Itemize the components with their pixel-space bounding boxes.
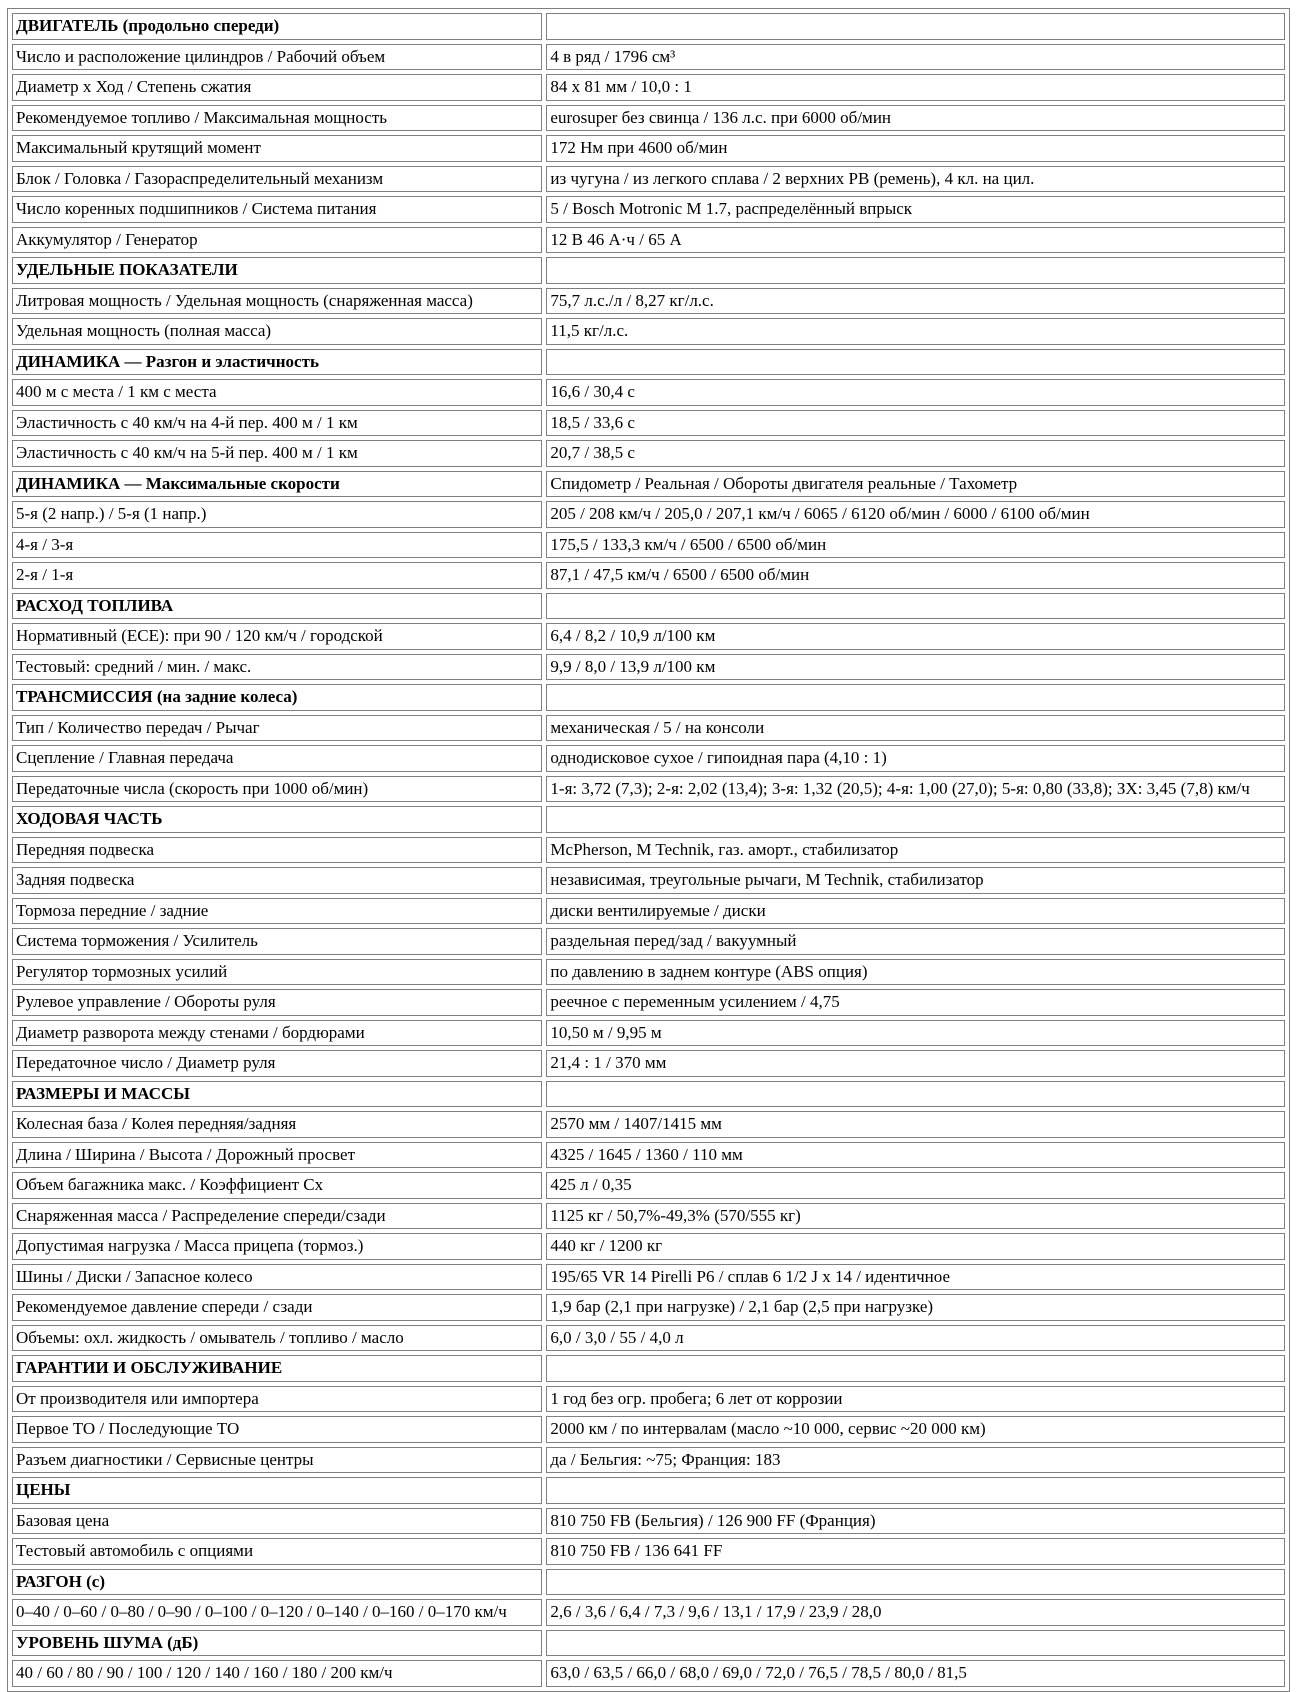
spec-value: независимая, треугольные рычаги, M Technik, стабилизатор bbox=[546, 867, 1285, 894]
spec-label: 4-я / 3-я bbox=[12, 532, 542, 559]
spec-value: 6,4 / 8,2 / 10,9 л/100 км bbox=[546, 623, 1285, 650]
spec-value: 10,50 м / 9,95 м bbox=[546, 1020, 1285, 1047]
spec-label: Передаточное число / Диаметр руля bbox=[12, 1050, 542, 1077]
spec-label: Рулевое управление / Обороты руля bbox=[12, 989, 542, 1016]
table-row bbox=[12, 989, 1285, 1016]
spec-value: однодисковое сухое / гипоидная пара (4,10 : 1) bbox=[546, 745, 1285, 772]
spec-value: да / Бельгия: ~75; Франция: 183 bbox=[546, 1447, 1285, 1474]
table-row bbox=[12, 227, 1285, 254]
spec-value: 5 / Bosch Motronic M 1.7, распределённый впрыск bbox=[546, 196, 1285, 223]
spec-value: 1 год без огр. пробега; 6 лет от коррозии bbox=[546, 1386, 1285, 1413]
spec-value: 16,6 / 30,4 с bbox=[546, 379, 1285, 406]
section-title: РАСХОД ТОПЛИВА bbox=[12, 593, 542, 620]
table-row bbox=[12, 1325, 1285, 1352]
spec-label: От производителя или импортера bbox=[12, 1386, 542, 1413]
table-row bbox=[12, 1142, 1285, 1169]
section-title: ТРАНСМИССИЯ (на задние колеса) bbox=[12, 684, 542, 711]
spec-value: 440 кг / 1200 кг bbox=[546, 1233, 1285, 1260]
section-value bbox=[546, 13, 1285, 40]
spec-label: Рекомендуемое топливо / Максимальная мощность bbox=[12, 105, 542, 132]
table-row bbox=[12, 1660, 1285, 1687]
spec-value: 2570 мм / 1407/1415 мм bbox=[546, 1111, 1285, 1138]
table-row bbox=[12, 44, 1285, 71]
spec-value: раздельная перед/зад / вакуумный bbox=[546, 928, 1285, 955]
spec-value: 195/65 VR 14 Pirelli P6 / сплав 6 1/2 J x 14 / идентичное bbox=[546, 1264, 1285, 1291]
spec-label: Эластичность с 40 км/ч на 4-й пер. 400 м / 1 км bbox=[12, 410, 542, 437]
spec-value: по давлению в заднем контуре (ABS опция) bbox=[546, 959, 1285, 986]
spec-value: реечное с переменным усилением / 4,75 bbox=[546, 989, 1285, 1016]
spec-value: 175,5 / 133,3 км/ч / 6500 / 6500 об/мин bbox=[546, 532, 1285, 559]
spec-value: 12 В 46 А·ч / 65 А bbox=[546, 227, 1285, 254]
spec-value: 75,7 л.с./л / 8,27 кг/л.с. bbox=[546, 288, 1285, 315]
table-row bbox=[12, 837, 1285, 864]
spec-label: Сцепление / Главная передача bbox=[12, 745, 542, 772]
spec-label: Снаряженная масса / Распределение спереди/сзади bbox=[12, 1203, 542, 1230]
section-value bbox=[546, 1630, 1285, 1657]
table-row bbox=[12, 1416, 1285, 1443]
table-row bbox=[12, 532, 1285, 559]
spec-label: 400 м с места / 1 км с места bbox=[12, 379, 542, 406]
spec-label: Число коренных подшипников / Система питания bbox=[12, 196, 542, 223]
spec-label: Рекомендуемое давление спереди / сзади bbox=[12, 1294, 542, 1321]
spec-label: Диаметр разворота между стенами / бордюрами bbox=[12, 1020, 542, 1047]
table-row bbox=[12, 318, 1285, 345]
section-title: УДЕЛЬНЫЕ ПОКАЗАТЕЛИ bbox=[12, 257, 542, 284]
section-header-row bbox=[12, 1477, 1285, 1504]
section-header-row bbox=[12, 1569, 1285, 1596]
spec-label: Тормоза передние / задние bbox=[12, 898, 542, 925]
table-row bbox=[12, 1447, 1285, 1474]
table-row bbox=[12, 501, 1285, 528]
section-header-row bbox=[12, 1081, 1285, 1108]
spec-table-container bbox=[7, 8, 1290, 1692]
table-row bbox=[12, 379, 1285, 406]
table-row bbox=[12, 135, 1285, 162]
section-value bbox=[546, 806, 1285, 833]
spec-label: Колесная база / Колея передняя/задняя bbox=[12, 1111, 542, 1138]
section-value bbox=[546, 684, 1285, 711]
table-row bbox=[12, 1538, 1285, 1565]
spec-value: 1,9 бар (2,1 при нагрузке) / 2,1 бар (2,5 при нагрузке) bbox=[546, 1294, 1285, 1321]
spec-value: 18,5 / 33,6 с bbox=[546, 410, 1285, 437]
section-value bbox=[546, 1355, 1285, 1382]
spec-label: Удельная мощность (полная масса) bbox=[12, 318, 542, 345]
spec-label: Число и расположение цилиндров / Рабочий объем bbox=[12, 44, 542, 71]
section-value bbox=[546, 349, 1285, 376]
section-value bbox=[546, 1081, 1285, 1108]
spec-value: диски вентилируемые / диски bbox=[546, 898, 1285, 925]
spec-label: Нормативный (ECE): при 90 / 120 км/ч / городской bbox=[12, 623, 542, 650]
spec-value: eurosuper без свинца / 136 л.с. при 6000 об/мин bbox=[546, 105, 1285, 132]
spec-label: Система торможения / Усилитель bbox=[12, 928, 542, 955]
spec-value: 810 750 FB (Бельгия) / 126 900 FF (Франция) bbox=[546, 1508, 1285, 1535]
spec-label: Эластичность с 40 км/ч на 5-й пер. 400 м / 1 км bbox=[12, 440, 542, 467]
spec-label: 2-я / 1-я bbox=[12, 562, 542, 589]
section-value bbox=[546, 593, 1285, 620]
table-row bbox=[12, 196, 1285, 223]
specifications-table-body bbox=[12, 13, 1285, 1687]
table-row bbox=[12, 1599, 1285, 1626]
table-row bbox=[12, 1111, 1285, 1138]
table-row bbox=[12, 745, 1285, 772]
spec-label: 40 / 60 / 80 / 90 / 100 / 120 / 140 / 160 / 180 / 200 км/ч bbox=[12, 1660, 542, 1687]
spec-label: Передняя подвеска bbox=[12, 837, 542, 864]
spec-value: 84 x 81 мм / 10,0 : 1 bbox=[546, 74, 1285, 101]
table-row bbox=[12, 1386, 1285, 1413]
spec-value: из чугуна / из легкого сплава / 2 верхних РВ (ремень), 4 кл. на цил. bbox=[546, 166, 1285, 193]
section-header-row bbox=[12, 349, 1285, 376]
specifications-table bbox=[7, 8, 1290, 1692]
spec-label: Тестовый автомобиль с опциями bbox=[12, 1538, 542, 1565]
spec-label: Объемы: охл. жидкость / омыватель / топливо / масло bbox=[12, 1325, 542, 1352]
section-title: ДИНАМИКА — Максимальные скорости bbox=[12, 471, 542, 498]
table-row bbox=[12, 1172, 1285, 1199]
spec-label: Тестовый: средний / мин. / макс. bbox=[12, 654, 542, 681]
spec-value: McPherson, M Technik, газ. аморт., стабилизатор bbox=[546, 837, 1285, 864]
spec-value: 6,0 / 3,0 / 55 / 4,0 л bbox=[546, 1325, 1285, 1352]
spec-label: Базовая цена bbox=[12, 1508, 542, 1535]
table-row bbox=[12, 715, 1285, 742]
section-title: ГАРАНТИИ И ОБСЛУЖИВАНИЕ bbox=[12, 1355, 542, 1382]
section-header-row bbox=[12, 471, 1285, 498]
table-row bbox=[12, 928, 1285, 955]
table-row bbox=[12, 867, 1285, 894]
section-title: ЦЕНЫ bbox=[12, 1477, 542, 1504]
table-row bbox=[12, 1264, 1285, 1291]
spec-value: 20,7 / 38,5 с bbox=[546, 440, 1285, 467]
table-row bbox=[12, 1203, 1285, 1230]
table-row bbox=[12, 776, 1285, 803]
section-header-row bbox=[12, 593, 1285, 620]
spec-label: Длина / Ширина / Высота / Дорожный просвет bbox=[12, 1142, 542, 1169]
spec-value: 1125 кг / 50,7%-49,3% (570/555 кг) bbox=[546, 1203, 1285, 1230]
spec-label: 0–40 / 0–60 / 0–80 / 0–90 / 0–100 / 0–120 / 0–140 / 0–160 / 0–170 км/ч bbox=[12, 1599, 542, 1626]
section-value bbox=[546, 1569, 1285, 1596]
table-row bbox=[12, 1020, 1285, 1047]
table-row bbox=[12, 166, 1285, 193]
section-value bbox=[546, 1477, 1285, 1504]
spec-value: 63,0 / 63,5 / 66,0 / 68,0 / 69,0 / 72,0 / 76,5 / 78,5 / 80,0 / 81,5 bbox=[546, 1660, 1285, 1687]
section-header-row bbox=[12, 1630, 1285, 1657]
spec-label: Блок / Головка / Газораспределительный механизм bbox=[12, 166, 542, 193]
spec-label: Допустимая нагрузка / Масса прицепа (тормоз.) bbox=[12, 1233, 542, 1260]
section-title: ДВИГАТЕЛЬ (продольно спереди) bbox=[12, 13, 542, 40]
table-row bbox=[12, 288, 1285, 315]
spec-value: 2000 км / по интервалам (масло ~10 000, сервис ~20 000 км) bbox=[546, 1416, 1285, 1443]
table-row bbox=[12, 1508, 1285, 1535]
table-row bbox=[12, 959, 1285, 986]
section-title: ХОДОВАЯ ЧАСТЬ bbox=[12, 806, 542, 833]
spec-value: 810 750 FB / 136 641 FF bbox=[546, 1538, 1285, 1565]
section-title: УРОВЕНЬ ШУМА (дБ) bbox=[12, 1630, 542, 1657]
spec-label: Диаметр x Ход / Степень сжатия bbox=[12, 74, 542, 101]
section-value: Спидометр / Реальная / Обороты двигателя реальные / Тахометр bbox=[546, 471, 1285, 498]
spec-label: Объем багажника макс. / Коэффициент Cx bbox=[12, 1172, 542, 1199]
table-row bbox=[12, 1050, 1285, 1077]
spec-label: Разъем диагностики / Сервисные центры bbox=[12, 1447, 542, 1474]
spec-value: 21,4 : 1 / 370 мм bbox=[546, 1050, 1285, 1077]
section-header-row bbox=[12, 806, 1285, 833]
section-header-row bbox=[12, 684, 1285, 711]
spec-value: 4325 / 1645 / 1360 / 110 мм bbox=[546, 1142, 1285, 1169]
spec-value: 4 в ряд / 1796 см³ bbox=[546, 44, 1285, 71]
spec-value: 11,5 кг/л.с. bbox=[546, 318, 1285, 345]
spec-label: Аккумулятор / Генератор bbox=[12, 227, 542, 254]
table-row bbox=[12, 105, 1285, 132]
section-value bbox=[546, 257, 1285, 284]
table-row bbox=[12, 623, 1285, 650]
spec-value: 87,1 / 47,5 км/ч / 6500 / 6500 об/мин bbox=[546, 562, 1285, 589]
spec-value: 2,6 / 3,6 / 6,4 / 7,3 / 9,6 / 13,1 / 17,9 / 23,9 / 28,0 bbox=[546, 1599, 1285, 1626]
spec-value: 425 л / 0,35 bbox=[546, 1172, 1285, 1199]
table-row bbox=[12, 440, 1285, 467]
spec-label: Литровая мощность / Удельная мощность (снаряженная масса) bbox=[12, 288, 542, 315]
spec-label: Передаточные числа (скорость при 1000 об/мин) bbox=[12, 776, 542, 803]
section-title: ДИНАМИКА — Разгон и эластичность bbox=[12, 349, 542, 376]
section-header-row bbox=[12, 13, 1285, 40]
table-row bbox=[12, 74, 1285, 101]
table-row bbox=[12, 562, 1285, 589]
spec-value: 205 / 208 км/ч / 205,0 / 207,1 км/ч / 6065 / 6120 об/мин / 6000 / 6100 об/мин bbox=[546, 501, 1285, 528]
spec-label: Тип / Количество передач / Рычаг bbox=[12, 715, 542, 742]
section-header-row bbox=[12, 257, 1285, 284]
spec-label: Шины / Диски / Запасное колесо bbox=[12, 1264, 542, 1291]
spec-value: 172 Нм при 4600 об/мин bbox=[546, 135, 1285, 162]
table-row bbox=[12, 654, 1285, 681]
spec-label: Задняя подвеска bbox=[12, 867, 542, 894]
spec-label: Первое ТО / Последующие ТО bbox=[12, 1416, 542, 1443]
section-title: РАЗМЕРЫ И МАССЫ bbox=[12, 1081, 542, 1108]
spec-value: механическая / 5 / на консоли bbox=[546, 715, 1285, 742]
spec-label: 5-я (2 напр.) / 5-я (1 напр.) bbox=[12, 501, 542, 528]
table-row bbox=[12, 1233, 1285, 1260]
table-row bbox=[12, 1294, 1285, 1321]
spec-label: Максимальный крутящий момент bbox=[12, 135, 542, 162]
spec-label: Регулятор тормозных усилий bbox=[12, 959, 542, 986]
spec-value: 1-я: 3,72 (7,3); 2-я: 2,02 (13,4); 3-я: 1,32 (20,5); 4-я: 1,00 (27,0); 5-я: 0,80 (33,8); ЗХ: 3,45 (7,8) км/ч bbox=[546, 776, 1285, 803]
section-title: РАЗГОН (с) bbox=[12, 1569, 542, 1596]
spec-value: 9,9 / 8,0 / 13,9 л/100 км bbox=[546, 654, 1285, 681]
section-header-row bbox=[12, 1355, 1285, 1382]
table-row bbox=[12, 898, 1285, 925]
table-row bbox=[12, 410, 1285, 437]
